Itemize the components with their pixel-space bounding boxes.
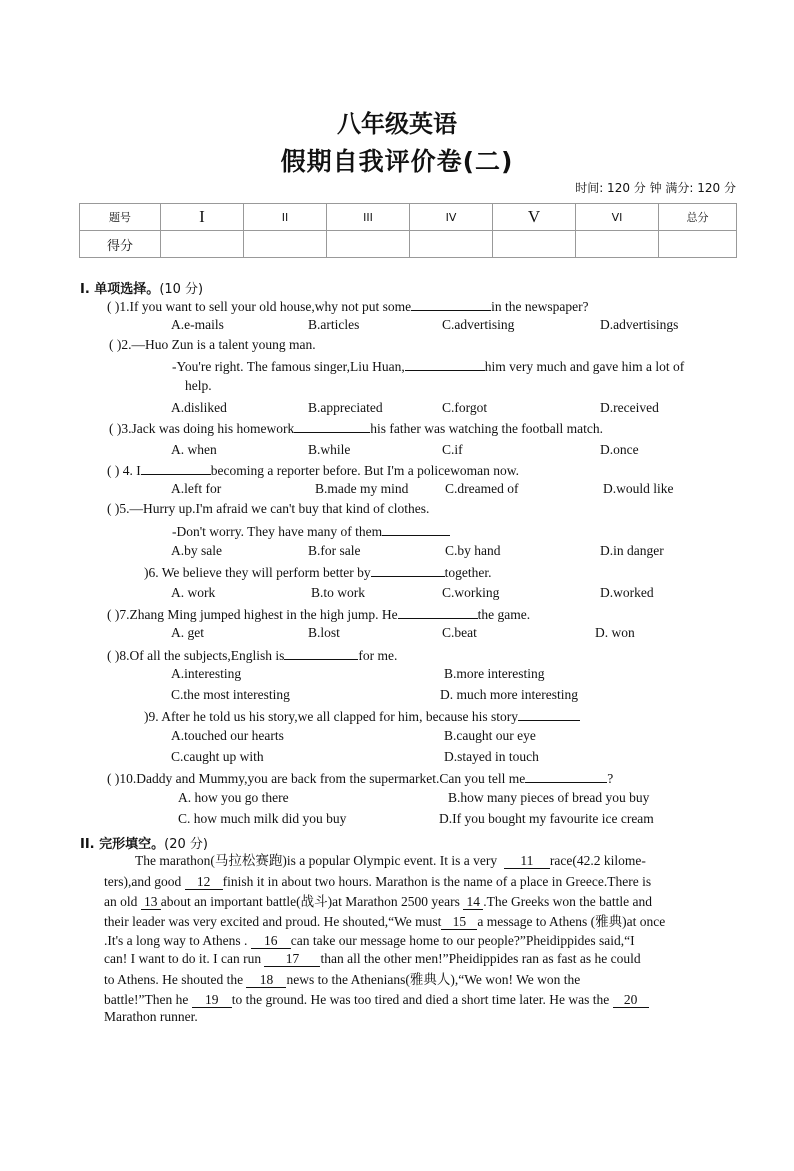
question-4 — [107, 462, 519, 479]
option: B.made my mind — [315, 481, 409, 496]
option: D.advertisings — [600, 317, 679, 332]
score-cell: III — [327, 204, 410, 231]
option: C.beat — [442, 625, 477, 640]
score-table-header-row — [80, 204, 737, 231]
question-5 — [107, 501, 429, 517]
passage-text: battle!”Then he — [104, 992, 189, 1007]
answer-paren: ( — [107, 771, 115, 786]
question-stem: )6. We believe they will perform better by — [144, 565, 371, 580]
option: B.appreciated — [308, 400, 383, 415]
option: B.while — [308, 442, 351, 457]
question-stem-end: in the newspaper? — [491, 299, 589, 314]
question-stem-end: becoming a reporter before. But I'm a policewoman now. — [210, 463, 519, 478]
score-table-score-row — [80, 231, 737, 258]
answer-paren: ( — [107, 648, 115, 663]
option: A.by sale — [171, 543, 222, 558]
passage-line — [104, 931, 635, 951]
option: A. how you go there — [178, 790, 289, 805]
passage-text: can! I want to do it. I can run — [104, 951, 262, 966]
cloze-blank[interactable]: 12 — [185, 875, 223, 890]
option: A.touched our hearts — [171, 728, 284, 743]
answer-paren: ( — [107, 463, 115, 478]
option: A.interesting — [171, 666, 242, 681]
option: A. work — [171, 585, 216, 600]
cloze-blank[interactable]: 19 — [192, 993, 232, 1008]
blank[interactable] — [405, 358, 485, 371]
passage-text: .The Greeks won the battle and — [483, 894, 652, 909]
answer-paren: ( — [109, 337, 117, 352]
cloze-blank[interactable]: 16 — [251, 934, 291, 949]
score-cell: VI — [576, 204, 659, 231]
option: C. how much milk did you buy — [178, 811, 347, 826]
question-10 — [107, 770, 613, 787]
answer-paren: ( — [107, 501, 115, 516]
question-stem: )1.If you want to sell your old house,why not put some — [114, 299, 412, 314]
passage-text: than all the other men!”Pheidippides ran as fast as he could — [320, 951, 641, 966]
score-cell: V — [493, 204, 576, 231]
question-stem: )3.Jack was doing his homework — [116, 421, 295, 436]
reply-text: him very much and gave him a lot of — [484, 359, 685, 374]
option: B.how many pieces of bread you buy — [448, 790, 650, 805]
passage-text: about an important battle(战斗)at Marathon 2500 years — [160, 894, 460, 909]
question-2-reply — [172, 358, 684, 375]
question-stem: )10.Daddy and Mummy,you are back from the supermarket.Can you tell me — [114, 771, 526, 786]
option: A.e-mails — [171, 317, 224, 332]
score-blank-cell[interactable] — [161, 231, 244, 258]
option: B.more interesting — [444, 666, 545, 681]
question-1 — [107, 298, 589, 315]
score-cell: 得分 — [80, 231, 161, 258]
passage-line — [104, 912, 665, 932]
cloze-blank[interactable]: 13 — [141, 895, 161, 910]
passage-text: can take our message home to our people?”Pheidippides said,“I — [290, 933, 635, 948]
question-stem-end: ? — [607, 771, 614, 786]
question-stem: )7.Zhang Ming jumped highest in the high jump. He — [114, 607, 398, 622]
option: A. when — [171, 442, 217, 457]
passage-text: finish it in about two hours. Marathon is the name of a place in Greece.There is — [222, 874, 652, 889]
cloze-blank[interactable]: 15 — [441, 915, 477, 930]
question-3 — [109, 420, 603, 437]
passage-text: news to the Athenians(雅典人),“We won! We won the — [286, 972, 581, 987]
section-1-title: I. 单项选择。 — [80, 282, 160, 297]
option: D.would like — [603, 481, 674, 496]
option: B.to work — [311, 585, 365, 600]
option: D. much more interesting — [440, 687, 578, 702]
section-2-title: II. 完形填空。 — [80, 837, 165, 852]
passage-text: .It's a long way to Athens . — [104, 933, 248, 948]
option: C.working — [442, 585, 500, 600]
passage-line — [104, 872, 651, 892]
option: B.caught our eye — [444, 728, 536, 743]
passage-text: race(42.2 kilome- — [549, 853, 646, 868]
blank[interactable] — [382, 523, 450, 536]
passage-text: ters),and good — [104, 874, 182, 889]
blank[interactable] — [371, 564, 445, 577]
passage-text: to the ground. He was too tired and died a short time later. He was the — [231, 992, 610, 1007]
reply-text: help. — [185, 378, 212, 393]
option: D.worked — [600, 585, 654, 600]
passage-text: to Athens. He shouted the — [104, 972, 244, 987]
option: B.for sale — [308, 543, 361, 558]
reply-text: -You're right. The famous singer,Liu Huan, — [172, 359, 405, 374]
score-table — [79, 203, 737, 258]
question-stem: )9. After he told us his story,we all clapped for him, because his story — [144, 709, 519, 724]
answer-paren: ( — [107, 299, 115, 314]
question-2 — [109, 337, 316, 353]
option: D.in danger — [600, 543, 664, 558]
passage-text: their leader was very excited and proud. He shouted,“We must — [104, 914, 442, 929]
score-blank-cell[interactable] — [659, 231, 737, 258]
question-5-reply — [172, 523, 450, 540]
section-2-points: (20 分) — [164, 837, 208, 852]
blank[interactable] — [294, 420, 370, 433]
passage-text: a message to Athens (雅典)at once — [477, 914, 666, 929]
passage-line — [135, 851, 646, 871]
option: C.by hand — [445, 543, 501, 558]
passage-text: The marathon(马拉松赛跑)is a popular Olympic event. It is a very — [135, 853, 498, 868]
section-2-heading — [80, 833, 208, 852]
option: D.once — [600, 442, 639, 457]
answer-paren: ( — [109, 421, 117, 436]
cloze-blank[interactable]: 18 — [246, 973, 286, 988]
score-blank-cell[interactable] — [410, 231, 493, 258]
score-blank-cell[interactable] — [576, 231, 659, 258]
option: C.the most interesting — [171, 687, 290, 702]
option: C.if — [442, 442, 463, 457]
option: C.advertising — [442, 317, 515, 332]
question-stem-end: together. — [444, 565, 492, 580]
passage-line — [104, 949, 641, 969]
question-stem: )2.—Huo Zun is a talent young man. — [116, 337, 316, 352]
exam-meta: 时间: 120 分 钟 满分: 120 分 — [575, 181, 736, 195]
passage-line — [104, 970, 580, 990]
blank[interactable] — [411, 298, 491, 311]
option: D.stayed in touch — [444, 749, 539, 764]
question-stem: )8.Of all the subjects,English is — [114, 648, 285, 663]
option: C.forgot — [442, 400, 488, 415]
score-cell: IV — [410, 204, 493, 231]
blank[interactable] — [398, 606, 478, 619]
question-stem-end: his father was watching the football match. — [370, 421, 604, 436]
score-cell: I — [161, 204, 244, 231]
question-7 — [107, 606, 530, 623]
option: B.articles — [308, 317, 360, 332]
question-stem: )5.—Hurry up.I'm afraid we can't buy that kind of clothes. — [114, 501, 430, 516]
section-1-points: (10 分) — [159, 282, 204, 297]
blank[interactable] — [525, 770, 607, 783]
option: A.disliked — [171, 400, 227, 415]
answer-paren: ( — [107, 607, 115, 622]
score-blank-cell[interactable] — [327, 231, 410, 258]
cloze-blank[interactable]: 11 — [504, 854, 550, 869]
score-blank-cell[interactable] — [244, 231, 327, 258]
option: D.received — [600, 400, 659, 415]
passage-text: an old — [104, 894, 138, 909]
option: C.dreamed of — [445, 481, 519, 496]
page-subtitle: 假期自我评价卷(二) — [280, 147, 514, 176]
cloze-blank[interactable]: 14 — [463, 895, 483, 910]
reply-text: -Don't worry. They have many of them — [172, 524, 383, 539]
question-stem: ) 4. I — [114, 463, 141, 478]
section-1-heading — [80, 278, 203, 297]
passage-line — [104, 1007, 198, 1027]
question-9 — [144, 708, 580, 725]
page-title: 八年级英语 — [337, 110, 457, 138]
option: A. get — [171, 625, 204, 640]
blank[interactable] — [141, 462, 211, 475]
blank[interactable] — [518, 708, 580, 721]
question-stem-end: the game. — [477, 607, 531, 622]
blank[interactable] — [284, 647, 358, 660]
passage-line — [104, 892, 652, 912]
option: A.left for — [171, 481, 222, 496]
option: D. won — [595, 625, 635, 640]
question-8 — [107, 647, 397, 664]
question-6 — [144, 564, 491, 581]
question-stem-end: for me. — [358, 648, 398, 663]
score-blank-cell[interactable] — [493, 231, 576, 258]
cloze-blank[interactable]: 17 — [264, 952, 320, 967]
score-cell: 题号 — [80, 204, 161, 231]
cloze-blank[interactable]: 20 — [613, 993, 649, 1008]
option: B.lost — [308, 625, 340, 640]
option: D.If you bought my favourite ice cream — [439, 811, 654, 826]
option: C.caught up with — [171, 749, 264, 764]
score-cell: 总分 — [659, 204, 737, 231]
score-cell: II — [244, 204, 327, 231]
passage-text: Marathon runner. — [104, 1009, 198, 1024]
